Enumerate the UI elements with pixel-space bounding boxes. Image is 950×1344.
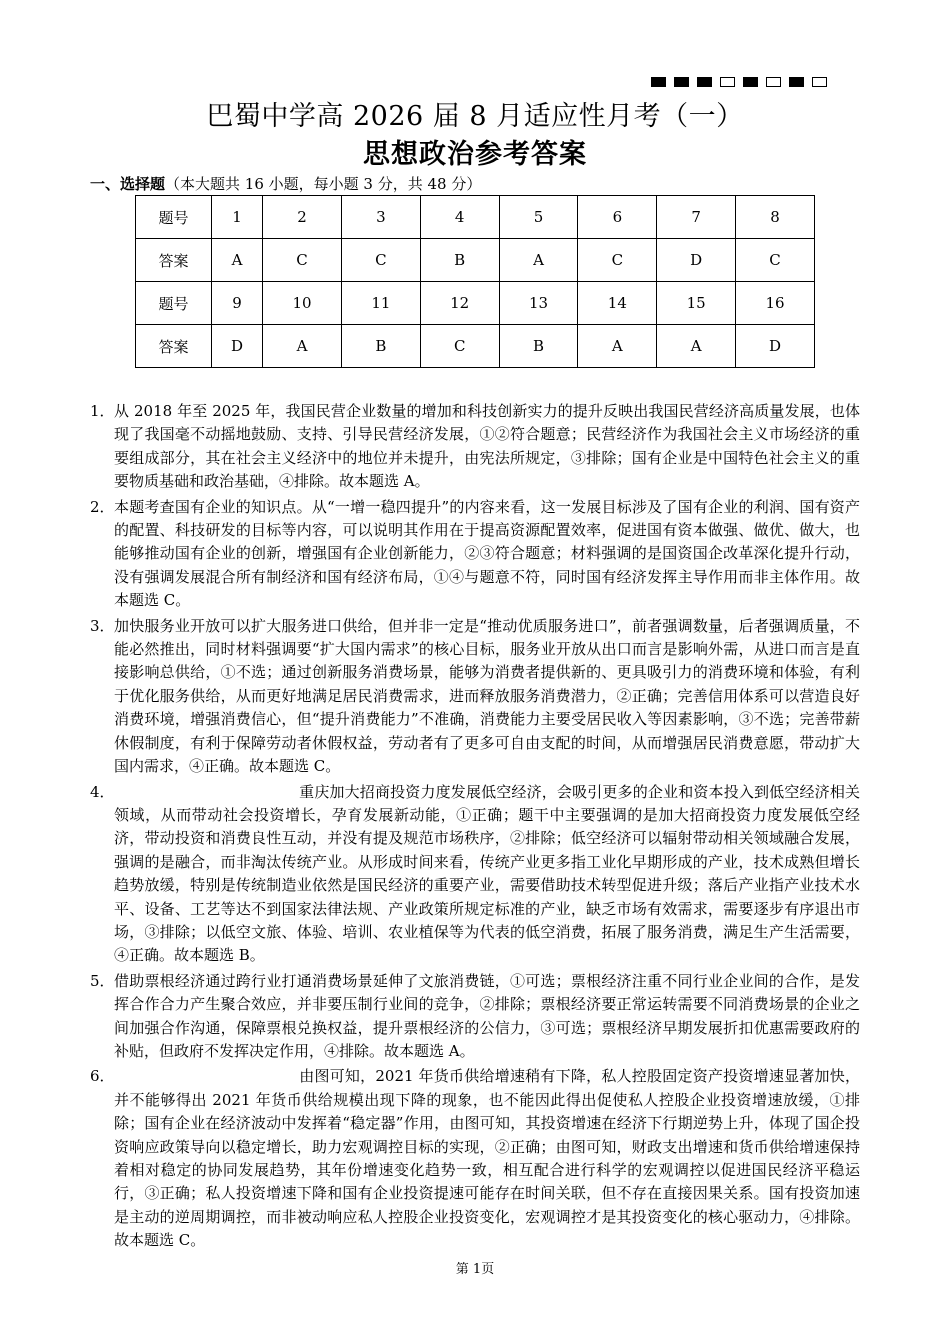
section-heading [90, 173, 481, 194]
table-cell: D [736, 325, 815, 368]
page-subtitle: 思想政治参考答案 [363, 139, 587, 170]
table-cell: 6 [578, 196, 657, 239]
question-item [90, 1065, 860, 1252]
question-body: 由图可知，2021 年货币供给增速稍有下降，私人控股固定资产投资增速显著加快，并不能够得出 2021 年货币供给规模出现下降的现象，也不能因此得出促使私人控股企业投资增速放缓，①排除；国有企业在经济波动中发挥着“稳定器”作用，由图可知，其投资增速在经济下行期逆势上升，体现了国企投资响应政策导向以稳定增长，助力宏观调控目标的实现，②正确；由图可知，财政支出增速和货币供给增速保持着相对稳定的协同发展趋势，其年份增速变化趋势一致，相互配合进行科学的宏观调控以促进国民经济平稳运行，③正确；私人投资增速下降和国有企业投资提速可能存在时间关联，但不存在直接因果关系。国有投资加速是主动的逆周期调控，而非被动响应私人控股企业投资变化，宏观调控才是其投资变化的核心驱动力，④排除。故本题选 C。 [114, 1067, 860, 1250]
table-cell: A [657, 325, 736, 368]
row-header: 题号 [136, 196, 212, 239]
table-cell: A [578, 325, 657, 368]
question-text [114, 781, 860, 968]
section-label: 一、选择题 [90, 175, 166, 193]
table-row [136, 239, 815, 282]
table-cell: 8 [736, 196, 815, 239]
table-cell: B [420, 239, 499, 282]
table-cell: A [263, 325, 342, 368]
question-item [90, 781, 860, 968]
table-cell: 15 [657, 282, 736, 325]
question-text [114, 496, 860, 613]
question-body: 借助票根经济通过跨行业打通消费场景延伸了文旅消费链，①可选；票根经济注重不同行业企业间的合作，是发挥合作合力产生聚合效应，并非要压制行业间的竞争，②排除；票根经济要正常运转需要不同消费场景的企业之间加强合作沟通，保障票根兑换权益，提升票根经济的公信力，③可选；票根经济早期发展折扣优惠需要政府的补贴，但政府不发挥决定作用，④排除。故本题选 A。 [114, 971, 860, 1060]
table-cell: 14 [578, 282, 657, 325]
question-item [90, 400, 860, 494]
table-cell: 12 [420, 282, 499, 325]
question-text [114, 400, 860, 494]
question-item [90, 615, 860, 779]
question-body: 本题考查国有企业的知识点。从“一增一稳四提升”的内容来看，这一发展目标涉及了国有企业的利润、国有资产的配置、科技研发的目标等内容，可以说明其作用在于提高资源配置效率，促进国有资本做强、做优、做大，也能够推动国有企业的创新，增强国有企业创新能力，②③符合题意；材料强调的是国资国企改革深化提升行动，没有强调发展混合所有制经济和国有经济布局，①④与题意不符，同时国有经济发挥主导作用而非主体作用。故本题选 C。 [114, 497, 860, 610]
question-explanations [90, 400, 860, 1255]
question-item [90, 496, 860, 613]
question-text [114, 970, 860, 1064]
row-header: 答案 [136, 239, 212, 282]
code-mark [789, 77, 804, 87]
table-cell: D [212, 325, 263, 368]
table-cell: B [341, 325, 420, 368]
question-item [90, 970, 860, 1064]
question-text [114, 615, 860, 779]
row-header: 题号 [136, 282, 212, 325]
table-cell: 9 [212, 282, 263, 325]
table-cell: 3 [341, 196, 420, 239]
table-cell: A [499, 239, 578, 282]
row-header: 答案 [136, 325, 212, 368]
page-title: 巴蜀中学高 2026 届 8 月适应性月考（一） [206, 101, 744, 132]
answer-table [135, 195, 815, 368]
table-cell: C [578, 239, 657, 282]
code-mark [697, 77, 712, 87]
table-cell: 10 [263, 282, 342, 325]
table-cell: 1 [212, 196, 263, 239]
table-cell: C [420, 325, 499, 368]
question-number: 3． [90, 616, 115, 635]
code-mark [720, 77, 735, 87]
table-cell: A [212, 239, 263, 282]
page-number: 第 1页 [455, 1262, 495, 1277]
table-cell: 13 [499, 282, 578, 325]
table-cell: 4 [420, 196, 499, 239]
question-number: 2． [90, 497, 115, 516]
question-number: 5． [90, 971, 115, 990]
question-text [114, 1065, 860, 1252]
question-body: 从 2018 年至 2025 年，我国民营企业数量的增加和科技创新实力的提升反映出我国民营经济高质量发展，也体现了我国毫不动摇地鼓励、支持、引导民营经济发展，①②符合题意；民营经济作为我国社会主义市场经济的重要组成部分，其在社会主义经济中的地位并未提升，由宪法所规定，③排除；国有企业是中国特色社会主义的重要物质基础和政治基础，④排除。故本题选 A。 [114, 402, 860, 491]
question-number: 1． [90, 402, 115, 420]
code-mark [743, 77, 758, 87]
section-note: （本大题共 16 小题，每小题 3 分，共 48 分） [165, 175, 482, 193]
table-cell: C [263, 239, 342, 282]
table-cell: 7 [657, 196, 736, 239]
table-cell: B [499, 325, 578, 368]
table-cell: 11 [341, 282, 420, 325]
table-row [136, 196, 815, 239]
code-mark [651, 77, 666, 87]
question-number: 4． [90, 782, 115, 801]
question-number: 6． [90, 1067, 115, 1086]
table-row [136, 282, 815, 325]
table-row [136, 325, 815, 368]
code-mark [766, 77, 781, 87]
table-cell: 2 [263, 196, 342, 239]
question-body: 加快服务业开放可以扩大服务进口供给，但并非一定是“推动优质服务进口”，前者强调数量，后者强调质量，不能必然推出，同时材料强调要“扩大国内需求”的核心目标，服务业开放从出口而言是影响外需，从进口而言是直接影响总供给，①不选；通过创新服务消费场景，能够为消费者提供新的、更具吸引力的消费环境和体验，有利于优化服务供给，从而更好地满足居民消费需求，进而释放服务消费潜力，②正确；完善信用体系可以营造良好消费环境，增强消费信心，但“提升消费能力”不准确，消费能力主要受居民收入等因素影响，③不选；完善带薪休假制度，有利于保障劳动者休假权益，劳动者有了更多可自由支配的时间，从而增强居民消费意愿，带动扩大国内需求，④正确。故本题选 C。 [114, 616, 860, 776]
code-mark [812, 77, 827, 87]
table-cell: C [736, 239, 815, 282]
exam-code-marks [651, 77, 827, 87]
table-cell: D [657, 239, 736, 282]
table-cell: 5 [499, 196, 578, 239]
question-body: 重庆加大招商投资力度发展低空经济，会吸引更多的企业和资本投入到低空经济相关领域，从而带动社会投资增长，孕育发展新动能，①正确；题干中主要强调的是加大招商投资力度发展低空经济，带动投资和消费良性互动，并没有提及规范市场秩序，②排除；低空经济可以辐射带动相关领域融合发展，强调的是融合，而非淘汰传统产业。从形成时间来看，传统产业更多指工业化早期形成的产业，技术成熟但增长趋势放缓，特别是传统制造业依然是国民经济的重要产业，需要借助技术转型促进升级；落后产业指产业技术水平、设备、工艺等达不到国家法律法规、产业政策所规定标准的产业，缺乏市场有效需求，需要逐步有序退出市场，③排除；以低空文旅、体验、培训、农业植保等为代表的低空消费，拓展了服务消费，满足生产生活需要，④正确。故本题选 B。 [114, 782, 860, 965]
table-cell: C [341, 239, 420, 282]
table-cell: 16 [736, 282, 815, 325]
code-mark [674, 77, 689, 87]
